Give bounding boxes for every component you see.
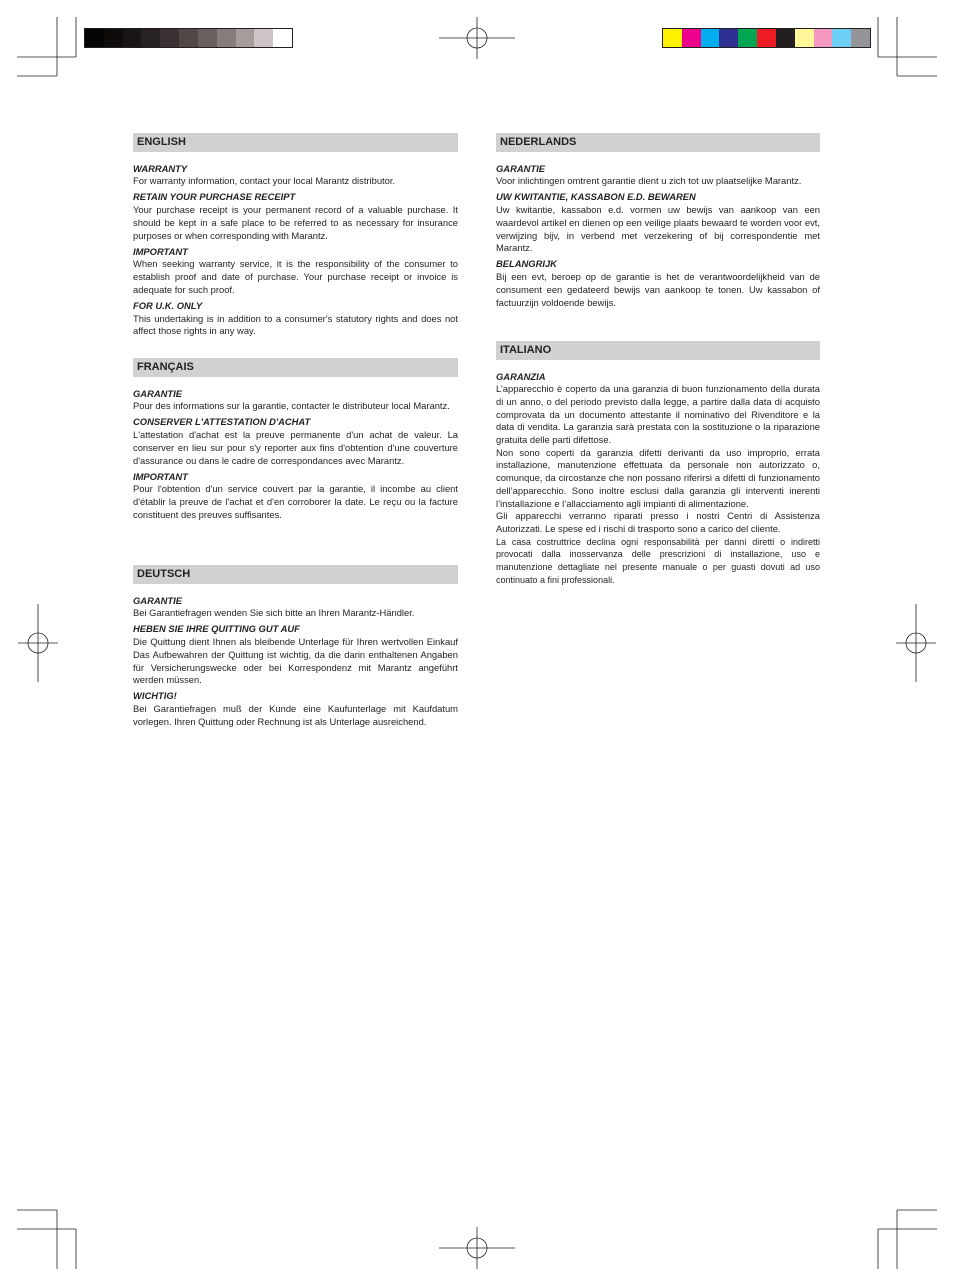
- kwitantie-item: [496, 191, 820, 255]
- color-swatch: [85, 29, 104, 47]
- item-heading: WICHTIG!: [133, 690, 177, 702]
- color-swatch: [141, 29, 160, 47]
- registration-mark-bottom: [439, 1227, 515, 1269]
- garanzia-item: [496, 371, 820, 587]
- color-swatch: [236, 29, 255, 47]
- item-text: L’apparecchio è coperto da una garanzia di buon funzionamento della durata di un anno, o del periodo previsto dalla legge, a partire dalla data di acquisto comprovata da un documento attestante il nominativo del Rivenditore e la data di vendita. La garanzia sarà prestata con la sostituzione o la riparazione gratuita delle parti difettose.: [496, 383, 820, 446]
- item-text: Voor inlichtingen omtrent garantie dient u zich tot uw plaatselijke Marantz.: [496, 175, 802, 187]
- belangrijk-item: [496, 258, 820, 309]
- item-text: La casa costruttrice declina ogni responsabilità per danni diretti o indiretti provocati dalla inosservanza delle prescrizioni di installazione, uso e manutenzione dettagliate nel presente manuale o per guasti dovuti ad uso continuato a fini professionali.: [496, 536, 820, 585]
- item-heading: GARANTIE: [133, 387, 182, 399]
- item-text: Die Quittung dient Ihnen als bleibende Unterlage für Ihren wertvollen Einkauf Das Aufbewahren der Quittung ist wichtig, da die darin enthaltenen Angaben für Versicherungswecke oder bei Korrespondenz mit Marantz angeführt werden müssen.: [133, 636, 458, 686]
- color-swatch: [123, 29, 142, 47]
- color-swatch: [738, 29, 757, 47]
- attestation-item: [133, 416, 458, 467]
- garantie-item: [133, 388, 458, 413]
- garantie-item: [496, 163, 820, 188]
- color-swatch: [701, 29, 720, 47]
- uk-only-item: [133, 300, 458, 338]
- section-header: DEUTSCH: [133, 565, 458, 584]
- item-text: Bei Garantiefragen wenden Sie sich bitte an Ihren Marantz-Händler.: [133, 607, 415, 619]
- color-swatch: [682, 29, 701, 47]
- color-swatch: [273, 29, 292, 47]
- color-swatch: [851, 29, 870, 47]
- item-heading: GARANTIE: [133, 594, 182, 606]
- item-text: L'attestation d'achat est la preuve permanente d'un achat de valeur. La conserver en lieu sur pour s'y reporter aux fins d'obtention d'une couverture d'assurance ou dans le cadre de correspondances avec Marantz.: [133, 429, 458, 466]
- registration-mark-right: [896, 604, 936, 682]
- item-heading: IMPORTANT: [133, 245, 188, 257]
- section-english: [133, 133, 458, 338]
- crop-mark-bottom-right: [878, 1210, 937, 1269]
- warranty-item: [133, 163, 458, 188]
- section-header: ENGLISH: [133, 133, 458, 152]
- color-swatch: [254, 29, 273, 47]
- item-heading: RETAIN YOUR PURCHASE RECEIPT: [133, 191, 296, 203]
- color-swatch: [795, 29, 814, 47]
- color-swatch: [104, 29, 123, 47]
- item-text: This undertaking is in addition to a consumer's statutory rights and does not affect those rights in any way.: [133, 312, 458, 337]
- color-swatch: [179, 29, 198, 47]
- important-item: [133, 471, 458, 522]
- color-swatch: [719, 29, 738, 47]
- item-heading: CONSERVER L'ATTESTATION D'ACHAT: [133, 416, 311, 428]
- item-heading: GARANTIE: [496, 162, 545, 174]
- important-item: [133, 246, 458, 297]
- item-text: Bei Garantiefragen muß der Kunde eine Kaufunterlage mit Kaufdatum vorlegen. Ihren Quittung oder Rechnung ist als Unterlage ausreichend.: [133, 703, 458, 727]
- item-text: Uw kwitantie, kassabon e.d. vormen uw bewijs van aankoop van een waardevol artikel en dienen op een veilige plaats bewaard te worden voor evt, verwijzing bijv, in verbend met verzekering of bij correspondentie met Marantz.: [496, 204, 820, 254]
- crop-mark-bottom-left: [17, 1210, 76, 1269]
- color-swatch: [757, 29, 776, 47]
- color-swatch: [814, 29, 833, 47]
- crop-mark-top-right: [878, 17, 937, 76]
- section-nederlands: [496, 133, 820, 309]
- color-swatch: [776, 29, 795, 47]
- color-swatch: [832, 29, 851, 47]
- receipt-item: [133, 191, 458, 242]
- item-text: Pour des informations sur la garantie, contacter le distributeur local Marantz.: [133, 400, 450, 412]
- item-text: Pour l'obtention d'un service couvert par la garantie, il incombe au client d'établir la preuve de l'achat et d'en corroborer la date. Le reçu ou la facture constituent des preuves suffisantes.: [133, 483, 458, 520]
- item-text: Bij een evt, beroep op de garantie is het de verantwoordelijkheid van de consument een gedateerd bewijs van aankoop te tonen. Uw kassabon of factuurzijn voldoende bewijs.: [496, 271, 820, 308]
- item-text: Gli apparecchi verranno riparati presso i nostri Centri di Assistenza Autorizzati. Le spese ed i rischi di trasporto sono a carico del cliente.: [496, 510, 820, 534]
- item-heading: WARRANTY: [133, 162, 188, 174]
- color-swatch: [217, 29, 236, 47]
- color-swatch: [160, 29, 179, 47]
- garantie-item: [133, 595, 458, 620]
- color-swatch: [198, 29, 217, 47]
- item-text: When seeking warranty service, it is the responsibility of the consumer to establish proof and date of purchase. Your purchase receipt or invoice is adequate for such proof.: [133, 258, 458, 295]
- registration-mark-left: [18, 604, 58, 682]
- section-deutsch: [133, 565, 458, 729]
- color-swatch: [663, 29, 682, 47]
- section-francais: [133, 358, 458, 522]
- wichtig-item: [133, 690, 458, 728]
- item-text: For warranty information, contact your local Marantz distributor.: [133, 175, 396, 187]
- quittung-item: [133, 623, 458, 687]
- section-header: ITALIANO: [496, 341, 820, 360]
- grayscale-control-bar: [84, 28, 293, 48]
- item-heading: GARANZIA: [496, 370, 546, 382]
- crop-mark-top-left: [17, 17, 76, 76]
- item-heading: FOR U.K. ONLY: [133, 300, 203, 312]
- section-header: FRANÇAIS: [133, 358, 458, 377]
- item-heading: UW KWITANTIE, KASSABON E.D. BEWAREN: [496, 191, 696, 203]
- item-heading: BELANGRIJK: [496, 258, 557, 270]
- section-italiano: [496, 341, 820, 586]
- section-header: NEDERLANDS: [496, 133, 820, 152]
- color-control-bar: [662, 28, 871, 48]
- registration-mark-top: [439, 17, 515, 59]
- item-text: Your purchase receipt is your permanent record of a valuable purchase. It should be kept in a safe place to be referred to as necessary for insurance purposes or when corresponding with Marantz.: [133, 204, 458, 241]
- item-heading: HEBEN SIE IHRE QUITTING GUT AUF: [133, 623, 300, 635]
- item-heading: IMPORTANT: [133, 470, 188, 482]
- item-text: Non sono coperti da garanzia difetti derivanti da uso improprio, errata installazione, manutenzione effettuata da personale non autorizzato o, comunque, da circostanze che non possano riferirsi a difetti di funzionamento dell’apparecchio. Sono inoltre esclusi dalla garanzia gli interventi inerenti l’installazione e l’allacciamento agli impianti di alimentazione.: [496, 446, 820, 509]
